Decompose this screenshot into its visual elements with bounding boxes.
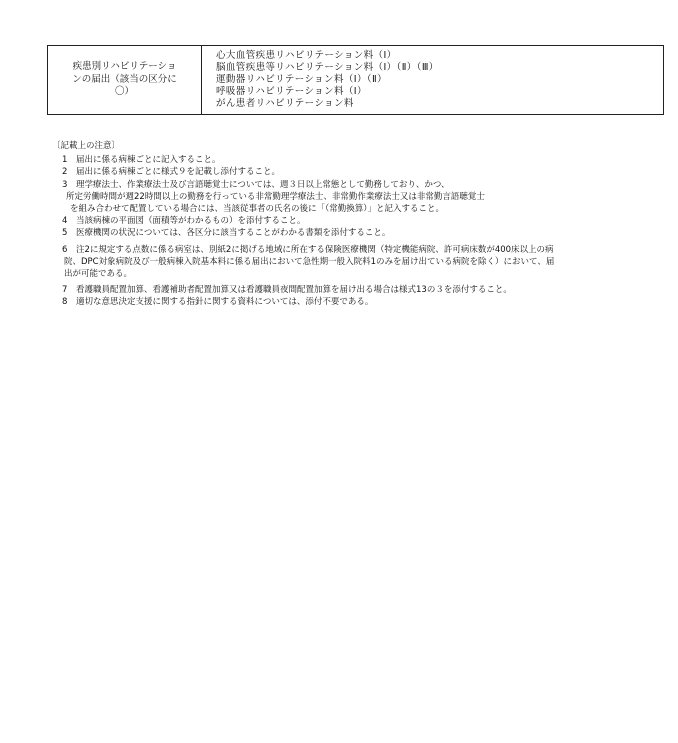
note-number: 6 (62, 244, 68, 255)
note-text-continued: を組み合わせて配置している場合には、当該従事者の氏名の後に「（常勤換算）」と記入すること。 (70, 204, 445, 215)
note-text: 適切な意思決定支援に関する指針に関する資料については、添付不要である。 (76, 297, 374, 308)
row-label-cell (48, 46, 202, 115)
row-label-line: 疾患別リハビリテーショ (72, 61, 177, 73)
option-cancer-patient: がん患者リハビリテーション料 (216, 98, 354, 109)
note-number: 4 (62, 216, 68, 227)
note-item (52, 166, 667, 178)
note-number: 7 (62, 285, 68, 296)
notes-section (52, 140, 667, 309)
rehabilitation-notification-table (47, 45, 664, 115)
note-number: 2 (62, 167, 68, 178)
note-text-continued: 所定労働時間が週22時間以上の勤務を行っている非常勤理学療法士、非常勤作業療法士又は非常勤言語聴覚士 (66, 191, 485, 202)
note-number: 5 (62, 228, 68, 239)
note-item (52, 227, 667, 239)
note-number: 3 (62, 179, 68, 190)
option-respiratory: 呼吸器リハビリテーション料（Ⅰ） (216, 86, 367, 97)
note-text: 看護職員配置加算、看護補助者配置加算又は看護職員夜間配置加算を届け出る場合は様式13の３を添付すること。 (76, 285, 512, 296)
note-item (52, 296, 667, 308)
note-text-continued: 院、DPC対象病院及び一般病棟入院基本料に係る届出において急性期一般入院料1のみを届け出ている病院を除く）において、届 (64, 256, 555, 267)
note-text-continued: 出が可能である。 (64, 269, 133, 280)
note-text: 注2に規定する点数に係る病室は、別紙2に掲げる地域に所在する保険医療機関（特定機能病院、許可病床数が400床以上の病 (76, 244, 554, 255)
option-cerebrovascular: 脳血管疾患等リハビリテーション料（Ⅰ）（Ⅱ）（Ⅲ） (216, 62, 439, 73)
note-text: 医療機関の状況については、各区分に該当することがわかる書類を添付すること。 (76, 228, 391, 239)
note-number: 1 (62, 155, 68, 166)
option-musculoskeletal: 運動器リハビリテーション料（Ⅰ）（Ⅱ） (216, 74, 387, 85)
note-text: 届出に係る病棟ごとに記入すること。 (76, 155, 221, 166)
note-item (52, 284, 667, 296)
option-cardiovascular: 心大血管疾患リハビリテーション料（Ⅰ） (216, 50, 397, 61)
notes-heading: 〔記載上の注意〕 (52, 141, 121, 151)
table-row (48, 46, 664, 115)
note-number: 8 (62, 297, 68, 308)
note-item (52, 215, 667, 227)
row-label-line: ンの届出（該当の区分に (72, 73, 177, 85)
rehabilitation-options-cell (202, 46, 664, 115)
note-item (52, 244, 667, 281)
note-item (52, 154, 667, 166)
row-label-line: 〇） (114, 86, 134, 98)
note-text: 届出に係る病棟ごとに様式９を記載し添付すること。 (76, 167, 281, 178)
note-item (52, 179, 667, 216)
note-text: 当該病棟の平面図（面積等がわかるもの）を添付すること。 (76, 216, 306, 227)
note-text: 理学療法士、作業療法士及び言語聴覚士については、週３日以上常態として勤務しており、かつ、 (76, 179, 450, 190)
